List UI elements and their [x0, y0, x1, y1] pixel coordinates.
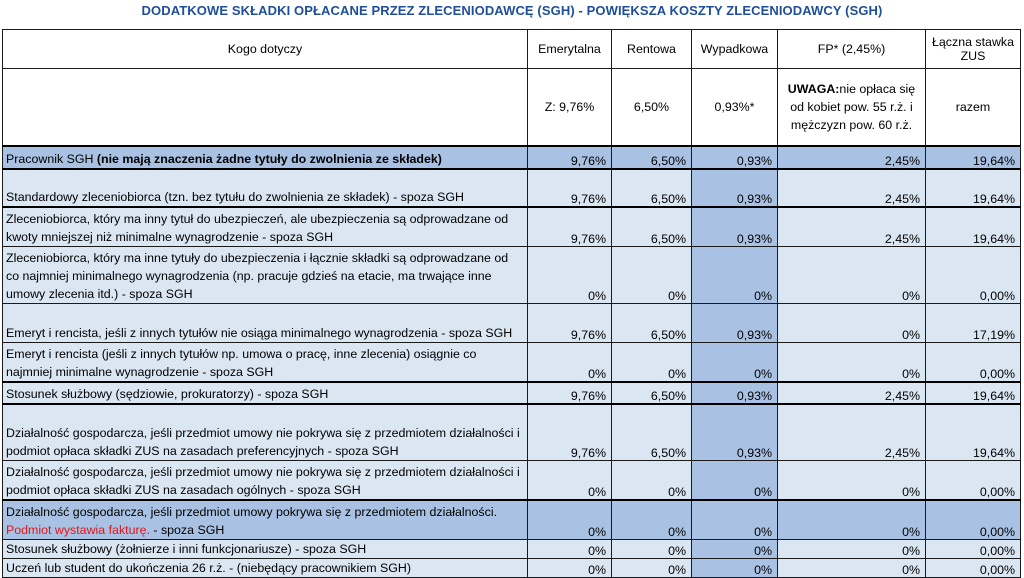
header-fp: FP* (2,45%) [778, 30, 926, 69]
row-label-text: Standardowy zleceniobiorca (tzn. bez tytułu do zwolnienia ze składek) - spoza SGH [6, 190, 464, 204]
cell-laczna: 0,00% [926, 500, 1021, 540]
cell-wypadkowa: 0,93% [692, 169, 778, 207]
cell-laczna: 0,00% [926, 343, 1021, 383]
row-label [3, 304, 528, 343]
cell-rentowa: 0% [612, 559, 692, 578]
cell-wypadkowa: 0% [692, 500, 778, 540]
cell-laczna: 0,00% [926, 540, 1021, 559]
cell-wypadkowa: 0,93% [692, 146, 778, 169]
table-body [3, 146, 1021, 578]
cell-emerytalna: 9,76% [528, 304, 612, 343]
cell-wypadkowa: 0,93% [692, 207, 778, 247]
row-label [3, 404, 528, 461]
cell-rentowa: 0% [612, 540, 692, 559]
row-label [3, 500, 528, 540]
row-label-text: Zleceniobiorca, który ma inne tytuły do ubezpieczenia i łącznie składki są odprowadzane od co najmniej minimalnego wynagrodzenia (np. pracuje gdzieś na etacie, ma trwające inne umowy zlecenia itd.) - spoza SGH [6, 251, 509, 301]
table-row [3, 461, 1021, 501]
cell-wypadkowa: 0% [692, 343, 778, 383]
table-row [3, 540, 1021, 559]
row-label-text: Stosunek służbowy (sędziowie, prokuratorzy) - spoza SGH [6, 387, 329, 401]
table-row [3, 559, 1021, 578]
cell-emerytalna: 0% [528, 500, 612, 540]
cell-fp: 0% [778, 343, 926, 383]
table-row [3, 500, 1021, 540]
cell-fp: 2,45% [778, 207, 926, 247]
cell-emerytalna: 0% [528, 343, 612, 383]
row-label [3, 169, 528, 207]
row-label [3, 540, 528, 559]
row-label [3, 559, 528, 578]
cell-laczna: 19,64% [926, 382, 1021, 404]
cell-wypadkowa: 0% [692, 559, 778, 578]
row-label [3, 247, 528, 304]
row-label-text: Emeryt i rencista (jeśli z innych tytułów np. umowa o pracę, inne zlecenia) osiągnie co najmniej minimalne wynagrodzenie - spoza SGH [6, 347, 477, 379]
subheader-rentowa: 6,50% [612, 69, 692, 147]
row-label-bold: (nie mają znaczenia żadne tytuły do zwolnienia ze składek) [96, 152, 442, 166]
row-label [3, 146, 528, 169]
row-label-text: Działalność gospodarcza, jeśli przedmiot umowy pokrywa się z przedmiotem działalności. [6, 505, 498, 519]
cell-emerytalna: 0% [528, 559, 612, 578]
cell-rentowa: 0% [612, 461, 692, 501]
cell-rentowa: 0% [612, 500, 692, 540]
header-wypadkowa: Wypadkowa [692, 30, 778, 69]
header-rentowa: Rentowa [612, 30, 692, 69]
cell-laczna: 17,19% [926, 304, 1021, 343]
cell-laczna: 0,00% [926, 461, 1021, 501]
cell-emerytalna: 0% [528, 540, 612, 559]
row-label [3, 382, 528, 404]
cell-rentowa: 0% [612, 247, 692, 304]
cell-wypadkowa: 0,93% [692, 404, 778, 461]
header-emerytalna: Emerytalna [528, 30, 612, 69]
subheader-empty [3, 69, 528, 147]
cell-fp: 0% [778, 247, 926, 304]
header-laczna-stawka: Łączna stawka ZUS [926, 30, 1021, 69]
row-label-suffix: - spoza SGH [149, 523, 225, 537]
table-row [3, 382, 1021, 404]
zus-contributions-table [2, 29, 1021, 578]
cell-emerytalna: 9,76% [528, 207, 612, 247]
cell-fp: 0% [778, 304, 926, 343]
cell-laczna: 0,00% [926, 247, 1021, 304]
table-row [3, 404, 1021, 461]
cell-emerytalna: 9,76% [528, 146, 612, 169]
header-row [3, 30, 1021, 69]
table-row [3, 207, 1021, 247]
cell-laczna: 19,64% [926, 146, 1021, 169]
cell-rentowa: 6,50% [612, 169, 692, 207]
subheader-emerytalna: Z: 9,76% [528, 69, 612, 147]
table-row [3, 169, 1021, 207]
row-label-text: Działalność gospodarcza, jeśli przedmiot umowy nie pokrywa się z przedmiotem działalności i podmiot opłaca składki ZUS na zasadach ogólnych - spoza SGH [6, 465, 520, 497]
table-row [3, 146, 1021, 169]
cell-wypadkowa: 0,93% [692, 304, 778, 343]
cell-laczna: 19,64% [926, 169, 1021, 207]
row-label-red: Podmiot wystawia fakturę. [6, 523, 150, 537]
uwaga-label: UWAGA: [787, 82, 840, 96]
cell-emerytalna: 9,76% [528, 169, 612, 207]
cell-laczna: 0,00% [926, 559, 1021, 578]
cell-laczna: 19,64% [926, 404, 1021, 461]
subheader-wypadkowa: 0,93%* [692, 69, 778, 147]
cell-fp: 0% [778, 540, 926, 559]
cell-rentowa: 6,50% [612, 304, 692, 343]
cell-fp: 2,45% [778, 382, 926, 404]
row-label [3, 461, 528, 501]
cell-wypadkowa: 0,93% [692, 382, 778, 404]
cell-rentowa: 6,50% [612, 207, 692, 247]
cell-fp: 2,45% [778, 169, 926, 207]
row-label-text: Emeryt i rencista, jeśli z innych tytułów nie osiąga minimalnego wynagrodzenia - spoza SGH [6, 326, 513, 340]
cell-wypadkowa: 0% [692, 247, 778, 304]
page-title: DODATKOWE SKŁADKI OPŁACANE PRZEZ ZLECENIODAWCĘ (SGH) - POWIĘKSZA KOSZTY ZLECENIODAWCY (SGH) [141, 3, 883, 18]
cell-fp: 0% [778, 559, 926, 578]
cell-fp: 2,45% [778, 404, 926, 461]
table-row [3, 247, 1021, 304]
cell-emerytalna: 9,76% [528, 404, 612, 461]
cell-fp: 0% [778, 500, 926, 540]
cell-fp: 2,45% [778, 146, 926, 169]
row-label [3, 343, 528, 383]
cell-emerytalna: 0% [528, 247, 612, 304]
cell-wypadkowa: 0% [692, 540, 778, 559]
cell-rentowa: 6,50% [612, 404, 692, 461]
cell-fp: 0% [778, 461, 926, 501]
uwaga-text: nie opłaca się od kobiet pow. 55 r.ż. i mężczyzn pow. 60 r.ż. [790, 82, 916, 132]
cell-rentowa: 0% [612, 343, 692, 383]
header-kogo-dotyczy: Kogo dotyczy [3, 30, 528, 69]
row-label-text: Pracownik SGH [6, 152, 97, 166]
cell-laczna: 19,64% [926, 207, 1021, 247]
table-row [3, 304, 1021, 343]
row-label [3, 207, 528, 247]
row-label-text: Zleceniobiorca, który ma inny tytuł do ubezpieczeń, ale ubezpieczenia są odprowadzane od kwoty mniejszej niż minimalne wynagrodzenie - spoza SGH [6, 212, 509, 244]
cell-rentowa: 6,50% [612, 146, 692, 169]
table-row [3, 343, 1021, 383]
row-label-text: Stosunek służbowy (żołnierze i inni funkcjonariusze) - spoza SGH [6, 542, 367, 556]
cell-rentowa: 6,50% [612, 382, 692, 404]
row-label-text: Działalność gospodarcza, jeśli przedmiot umowy nie pokrywa się z przedmiotem działalności i podmiot opłaca składki ZUS na zasadach preferencyjnych - spoza SGH [6, 426, 520, 458]
subheader-razem: razem [926, 69, 1021, 147]
cell-emerytalna: 9,76% [528, 382, 612, 404]
row-label-text: Uczeń lub student do ukończenia 26 r.ż. - (niebędący pracownikiem SGH) [6, 561, 411, 575]
cell-emerytalna: 0% [528, 461, 612, 501]
subheader-row [3, 69, 1021, 147]
cell-wypadkowa: 0% [692, 461, 778, 501]
subheader-fp-note [778, 69, 926, 147]
